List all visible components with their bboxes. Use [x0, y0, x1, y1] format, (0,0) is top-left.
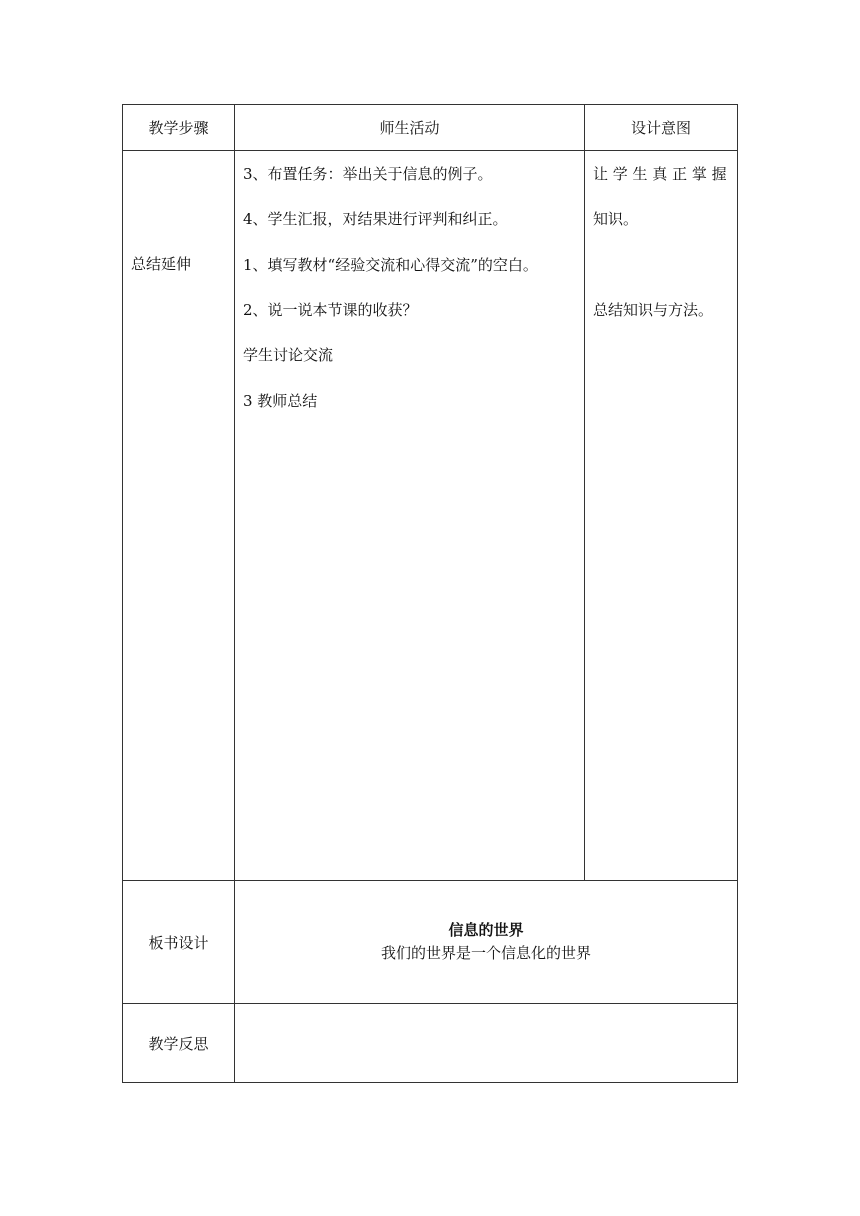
reflection-step-label: 教学反思 — [148, 1035, 209, 1053]
activity-line: 3、布置任务：举出关于信息的例子。 — [243, 165, 493, 183]
lesson-plan-table — [122, 104, 738, 1083]
header-step: 教学步骤 — [148, 119, 209, 137]
activity-line: 3 教师总结 — [243, 392, 318, 410]
header-intent: 设计意图 — [630, 119, 691, 137]
summary-intent — [585, 151, 737, 880]
summary-activities — [235, 151, 584, 880]
board-step-label: 板书设计 — [148, 934, 209, 952]
intent-line: 总结知识与方法。 — [593, 301, 714, 319]
activity-line: 1、填写教材“经验交流和心得交流”的空白。 — [243, 256, 538, 274]
activity-line: 2、说一说本节课的收获？ — [243, 301, 418, 319]
board-title: 信息的世界 — [448, 921, 524, 939]
intent-line: 让 学 生 真 正 掌 握 — [593, 165, 727, 183]
activity-line: 学生讨论交流 — [243, 346, 334, 364]
intent-line: 知识。 — [593, 210, 639, 228]
header-activity: 师生活动 — [379, 119, 440, 137]
board-subtitle: 我们的世界是一个信息化的世界 — [380, 944, 591, 962]
activity-line: 4、学生汇报，对结果进行评判和纠正。 — [243, 210, 508, 228]
row-divider-board — [123, 1003, 737, 1004]
summary-step-label: 总结延伸 — [131, 255, 192, 273]
row-divider-summary — [123, 880, 737, 881]
